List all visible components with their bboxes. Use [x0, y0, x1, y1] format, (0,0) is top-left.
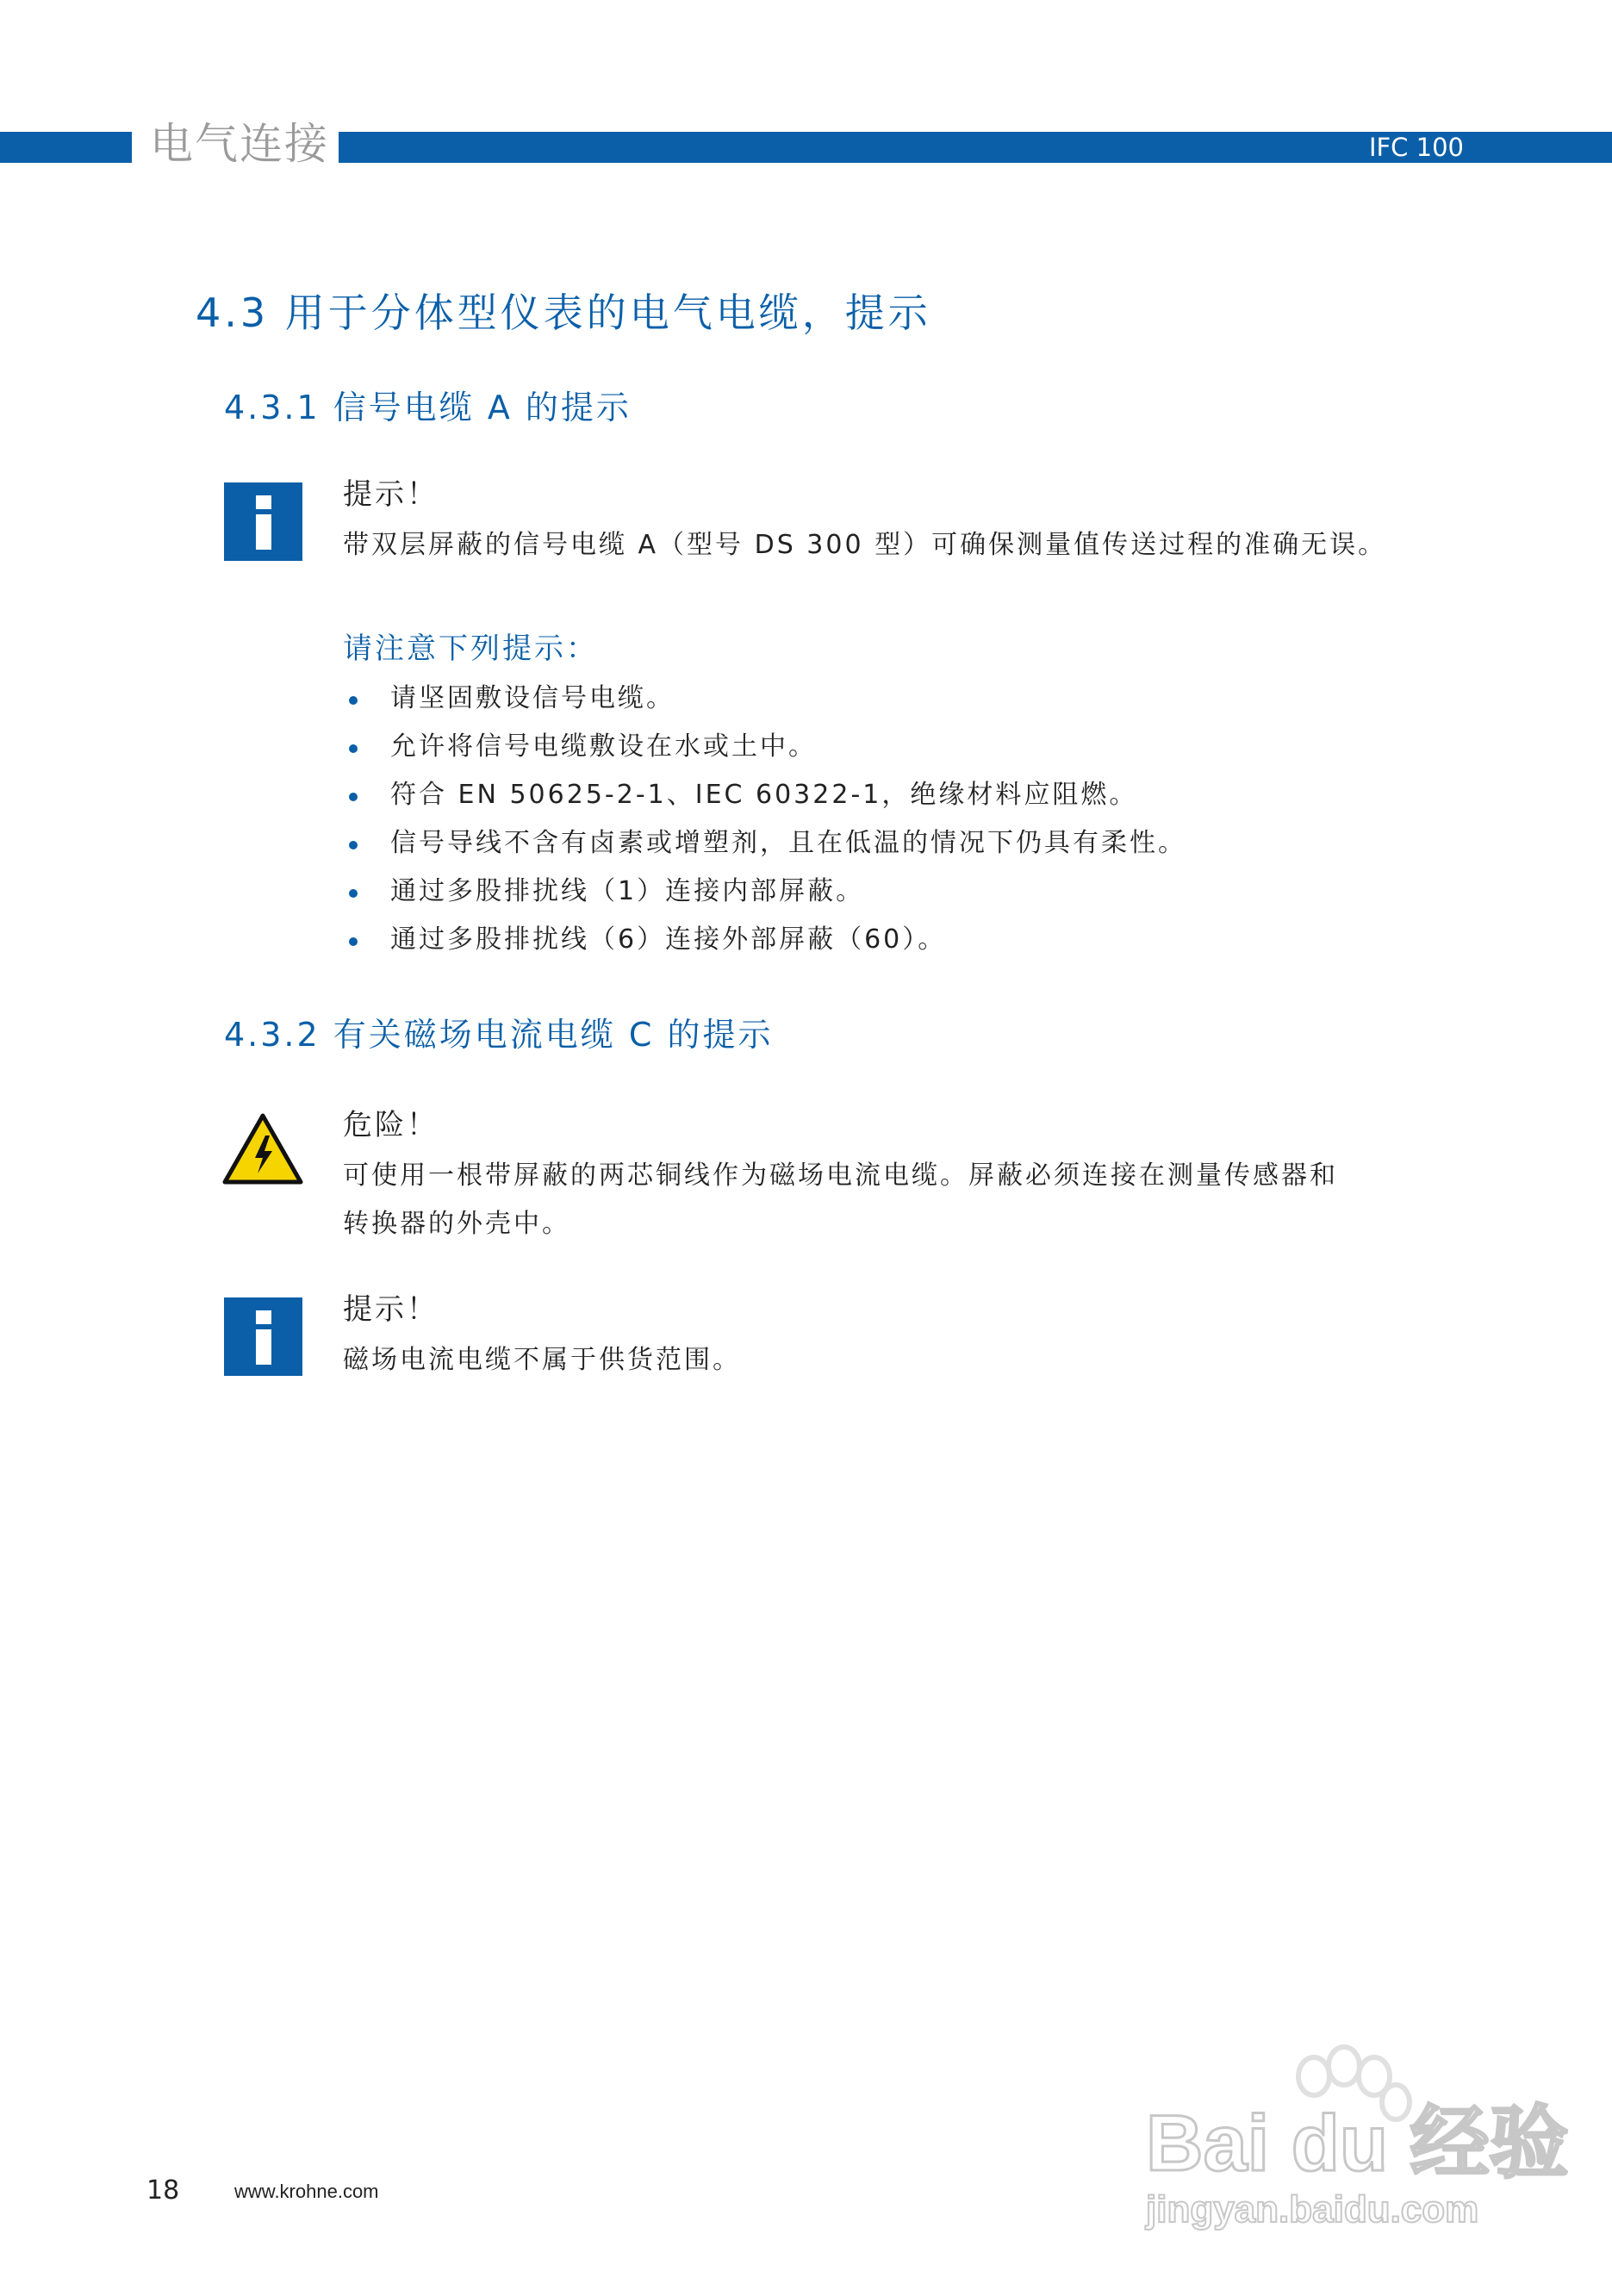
- header-band-left: [0, 132, 132, 163]
- high-voltage-warning-icon: [222, 1113, 303, 1185]
- section-title: 4.3 用于分体型仪表的电气电缆，提示: [196, 289, 931, 336]
- watermark-domain: jingyan.baidu.com: [1146, 2188, 1479, 2231]
- list-item: 通过多股排扰线（6）连接外部屏蔽（60）。: [343, 916, 1420, 964]
- website-link[interactable]: www.krohne.com: [234, 2181, 379, 2202]
- list-item: 请坚固敷设信号电缆。: [343, 675, 1420, 723]
- watermark-brand: Bai du 经验: [1146, 2100, 1569, 2187]
- note-title: 提示！: [343, 477, 439, 512]
- bullet-list: [343, 675, 1420, 964]
- note-text: 带双层屏蔽的信号电缆 A（型号 DS 300 型）可确保测量值传送过程的准确无误。: [343, 530, 1387, 560]
- subsection-title-4-3-1: 4.3.1 信号电缆 A 的提示: [224, 389, 632, 426]
- list-item: 允许将信号电缆敷设在水或土中。: [343, 723, 1420, 771]
- danger-text-line-2: 转换器的外壳中。: [343, 1209, 570, 1239]
- danger-text-line-1: 可使用一根带屏蔽的两芯铜线作为磁场电流电缆。屏蔽必须连接在测量传感器和: [343, 1160, 1338, 1191]
- list-item: 通过多股排扰线（1）连接内部屏蔽。: [343, 868, 1420, 916]
- info-icon: [224, 482, 302, 561]
- danger-title: 危险！: [343, 1108, 439, 1142]
- note-title: 提示！: [343, 1292, 439, 1327]
- header-product-name: IFC 100: [1368, 133, 1464, 162]
- list-item: 符合 EN 50625-2-1、IEC 60322-1，绝缘材料应阻燃。: [343, 771, 1420, 819]
- note-text: 磁场电流电缆不属于供货范围。: [343, 1345, 741, 1375]
- page-number: 18: [146, 2175, 180, 2206]
- info-icon: [224, 1297, 302, 1376]
- header-section-name: 电气连接: [150, 119, 329, 169]
- subsection-title-4-3-2: 4.3.2 有关磁场电流电缆 C 的提示: [224, 1016, 774, 1054]
- list-item: 信号导线不含有卤素或增塑剂，且在低温的情况下仍具有柔性。: [343, 819, 1420, 868]
- attention-heading: 请注意下列提示：: [343, 632, 598, 666]
